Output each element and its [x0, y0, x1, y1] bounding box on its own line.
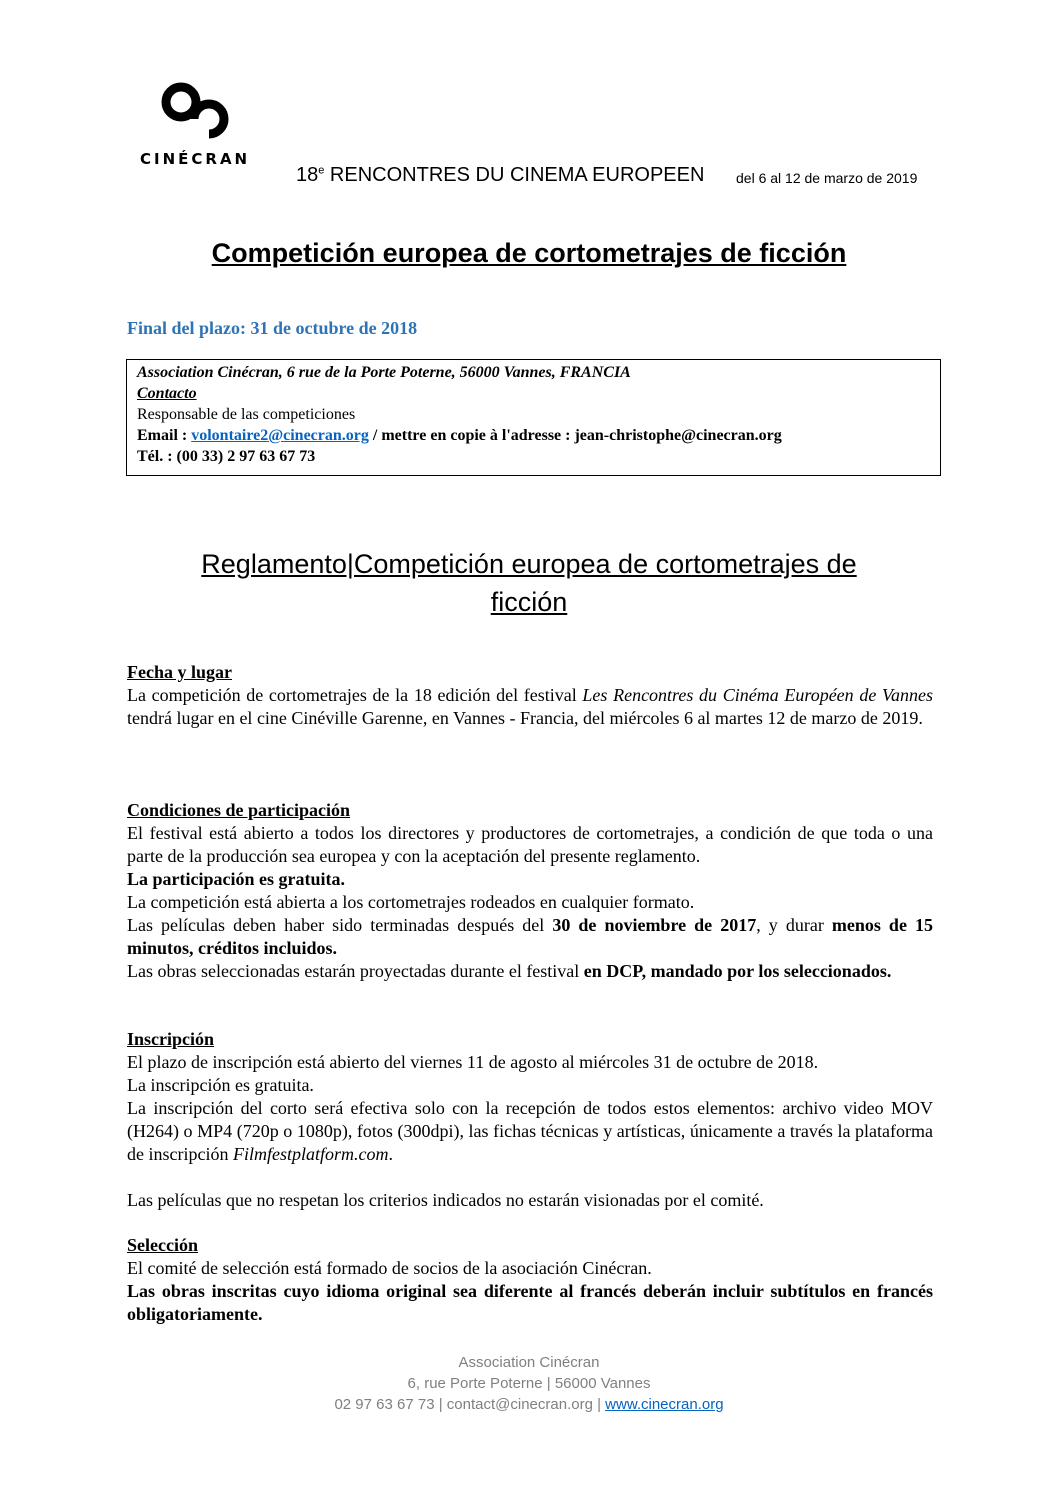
festival-name: Les Rencontres du Cinéma Européen de Vannes — [582, 685, 933, 705]
email-label: Email : — [137, 427, 192, 444]
contact-box — [126, 359, 941, 476]
paragraph — [127, 960, 933, 983]
footer-org: Association Cinécran — [458, 1354, 600, 1371]
page-title: Competición europea de cortometrajes de ficción — [211, 238, 847, 268]
paragraph — [127, 1097, 933, 1166]
paragraph — [127, 684, 933, 730]
email-link[interactable]: volontaire2@cinecran.org — [191, 427, 369, 444]
section-fecha — [127, 661, 933, 730]
paragraph: El plazo de inscripción está abierto del viernes 11 de agosto al miércoles 31 de octubre de 2018. — [127, 1052, 819, 1072]
section-condiciones — [127, 799, 933, 983]
contact-role: Responsable de las competiciones — [137, 406, 356, 423]
text: La competición de cortometrajes de la 18 edición del festival — [127, 685, 583, 705]
deadline: Final del plazo: 31 de octubre de 2018 — [127, 318, 418, 338]
paragraph: El festival está abierto a todos los directores y productores de cortometrajes, a condición de que toda o una parte de la producción sea europea y con la aceptación del presente reglamento. — [127, 823, 933, 866]
email-line — [137, 425, 930, 446]
section-inscripcion — [127, 1028, 933, 1212]
footer — [0, 1352, 1058, 1415]
cinecran-logo-icon — [159, 80, 231, 142]
paragraph — [127, 914, 933, 960]
website-link[interactable]: www.cinecran.org — [605, 1396, 724, 1413]
footer-contact — [0, 1394, 1058, 1415]
section-heading: Inscripción — [127, 1029, 215, 1049]
rules-title-line2: ficción — [490, 587, 568, 617]
section-seleccion — [127, 1234, 933, 1326]
paragraph: El comité de selección está formado de socios de la asociación Cinécran. — [127, 1258, 652, 1278]
text: Las obras seleccionadas estarán proyectadas durante el festival — [127, 961, 584, 981]
logo — [140, 80, 250, 168]
text: Las películas deben haber sido terminadas después del — [127, 915, 553, 935]
paragraph: Las obras inscritas cuyo idioma original sea diferente al francés deberán incluir subtítulos en francés obligatoriamente. — [127, 1281, 933, 1324]
cc-text: / mettre en copie à l'adresse : jean-christophe@cinecran.org — [368, 427, 782, 444]
section-heading: Selección — [127, 1235, 198, 1255]
section-heading: Condiciones de participación — [127, 800, 351, 820]
footer-address: 6, rue Porte Poterne | 56000 Vannes — [407, 1375, 651, 1392]
paragraph: La competición está abierta a los cortometrajes rodeados en cualquier formato. — [127, 892, 695, 912]
duration-bold: menos de 15 minutos, créditos incluidos. — [127, 915, 933, 958]
telephone: Tél. : (00 33) 2 97 63 67 73 — [137, 448, 316, 465]
edition-number: 18 — [296, 164, 319, 186]
format-bold: en DCP, mandado por los seleccionados. — [583, 961, 892, 981]
section-heading: Fecha y lugar — [127, 662, 232, 682]
paragraph: La inscripción es gratuita. — [127, 1075, 314, 1095]
platform-name: Filmfestplatform.com — [232, 1144, 389, 1164]
rules-title — [0, 545, 1058, 621]
logo-text: CINÉCRAN — [140, 150, 251, 168]
edition-superscript: e — [318, 164, 325, 177]
text: La inscripción del corto será efectiva solo con la recepción de todos estos elementos: archivo video MOV (H264) o MP4 (720p o 1080p), fotos (300dpi), las fichas técnicas y artísticas, únicamente a través la plataforma de inscripción — [127, 1098, 933, 1164]
contact-label: Contacto — [137, 385, 197, 402]
text: , y durar — [756, 915, 832, 935]
event-name: RENCONTRES DU CINEMA EUROPEEN — [324, 164, 705, 186]
text: tendrá lugar en el cine Cinéville Garenne, en Vannes - Francia, del miércoles 6 al martes 12 de marzo de 2019. — [127, 708, 923, 728]
text: . — [388, 1144, 393, 1164]
paragraph: La participación es gratuita. — [127, 869, 345, 889]
footer-phone-email: 02 97 63 67 73 | contact@cinecran.org | — [334, 1396, 606, 1413]
paragraph: Las películas que no respetan los criterios indicados no estarán visionadas por el comité. — [127, 1190, 764, 1210]
address: Association Cinécran, 6 rue de la Porte Poterne, 56000 Vannes, FRANCIA — [137, 364, 631, 381]
event-title — [296, 164, 704, 187]
event-dates: del 6 al 12 de marzo de 2019 — [736, 170, 918, 186]
rules-title-line1: Reglamento|Competición europea de cortometrajes de — [201, 549, 857, 579]
date-bold: 30 de noviembre de 2017 — [552, 915, 757, 935]
